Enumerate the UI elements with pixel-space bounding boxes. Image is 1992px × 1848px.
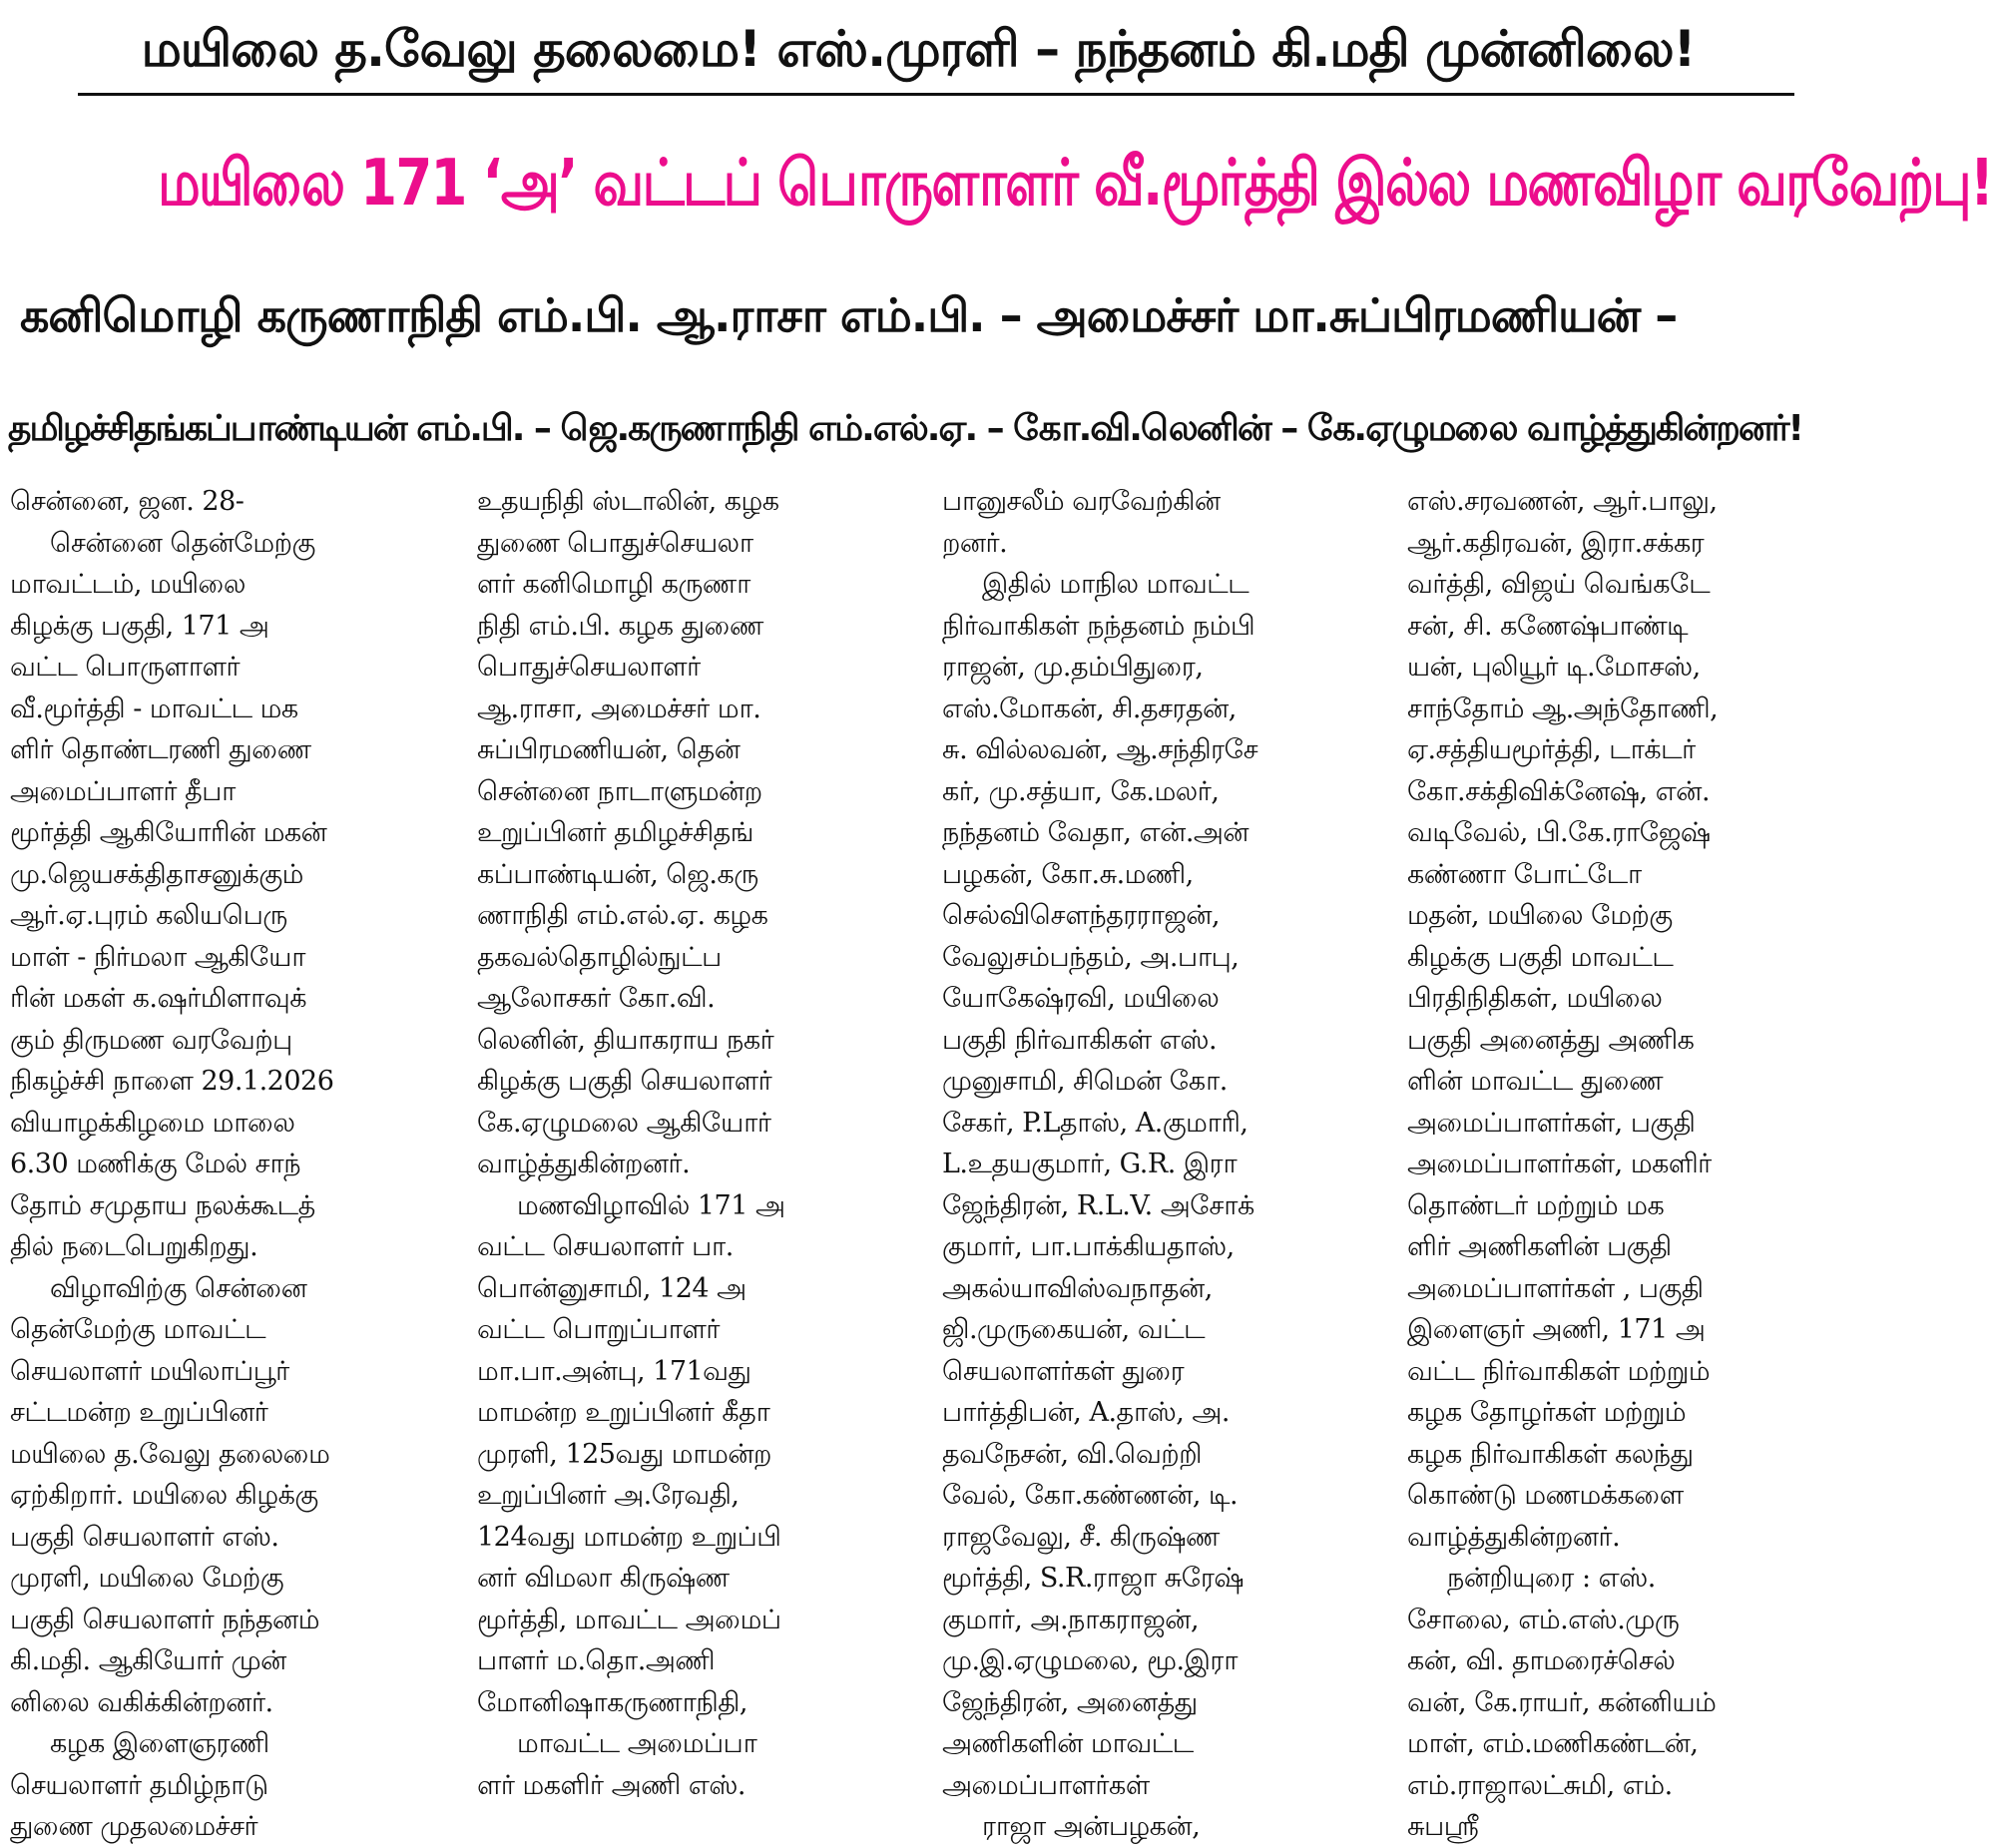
article-line: ஏற்கிறார். மயிலை கிழக்கு — [10, 1480, 318, 1511]
article-line: மணவிழாவில் 171 அ — [517, 1189, 785, 1221]
article-line: வட்ட செயலாளர் பா. — [477, 1231, 734, 1262]
article-line: விழாவிற்கு சென்னை — [50, 1272, 307, 1304]
article-line: வட்ட பொருளாளர் — [10, 652, 241, 683]
article-line: வர்த்தி, விஜய் வெங்கடே — [1407, 569, 1711, 600]
article-line: மு.இ.ஏழுமலை, மூ.இரா — [942, 1645, 1238, 1676]
article-line: உறுப்பினர் தமிழச்சிதங் — [477, 817, 753, 848]
article-line: ளர் மகளிர் அணி எஸ். — [477, 1769, 746, 1801]
article-line: சோலை, எம்.எஸ்.முரு — [1407, 1604, 1680, 1635]
article-line: வடிவேல், பி.கே.ராஜேஷ் — [1407, 817, 1711, 848]
article-line: பொன்னுசாமி, 124 அ — [477, 1272, 747, 1304]
article-line: தகவல்தொழில்நுட்ப — [477, 941, 722, 973]
article-line: மாவட்ட அமைப்பா — [517, 1728, 757, 1759]
article-line: பானுசலீம் வரவேற்கின் — [942, 486, 1221, 517]
article-line: கி.மதி. ஆகியோர் முன் — [10, 1645, 286, 1676]
article-line: தோம் சமுதாய நலக்கூடத் — [10, 1189, 315, 1221]
article-line: நிகழ்ச்சி நாளை 29.1.2026 — [10, 1066, 334, 1097]
article-line: பகுதி செயலாளர் நந்தனம் — [10, 1604, 319, 1635]
article-line: வட்ட பொறுப்பாளர் — [477, 1314, 720, 1345]
article-line: பார்த்திபன், A.தாஸ், அ. — [942, 1397, 1230, 1428]
article-line: சென்னை தென்மேற்கு — [50, 527, 315, 559]
article-line: உறுப்பினர் அ.ரேவதி, — [477, 1480, 740, 1511]
top-headline: மயிலை த.வேலு தலைமை! எஸ்.முரளி – நந்தனம் கி.மதி முன்னிலை! — [141, 20, 1696, 78]
article-line: 6.30 மணிக்கு மேல் சாந் — [10, 1149, 301, 1179]
article-line: எஸ்.மோகன், சி.தசரதன், — [942, 693, 1237, 724]
article-line: பிரதிநிதிகள், மயிலை — [1407, 983, 1663, 1014]
article-line: ளின் மாவட்ட துணை — [1407, 1066, 1664, 1097]
article-line: செயலாளர் தமிழ்நாடு — [10, 1769, 268, 1801]
article-line: கழக நிர்வாகிகள் கலந்து — [1407, 1438, 1694, 1470]
article-line: ஆ.ராசா, அமைச்சர் மா. — [477, 693, 761, 724]
article-line: மூர்த்தி, மாவட்ட அமைப் — [477, 1604, 781, 1635]
article-line: துணை முதலமைச்சர் — [10, 1811, 258, 1842]
article-line: பகுதி நிர்வாகிகள் எஸ். — [942, 1024, 1218, 1056]
article-line: மு.ஜெயசக்திதாசனுக்கும் — [10, 858, 303, 890]
article-line: பொதுச்செயலாளர் — [477, 652, 701, 683]
article-line: கோ.சக்திவிக்னேஷ், என். — [1407, 775, 1711, 807]
article-line: L.உதயகுமார், G.R. இரா — [942, 1149, 1238, 1179]
article-line: ஆர்.கதிரவன், இரா.சக்கர — [1407, 527, 1705, 559]
article-line: கன், வி. தாமரைச்செல் — [1407, 1645, 1676, 1676]
article-line: நந்தனம் வேதா, என்.அன் — [942, 817, 1249, 848]
article-line: நன்றியுரை : எஸ். — [1447, 1563, 1656, 1594]
article-line: குமார், பா.பாக்கியதாஸ், — [942, 1231, 1235, 1262]
article-line: ரின் மகள் க.ஷர்மிளாவுக் — [10, 983, 306, 1014]
article-line: ராஜவேலு, சீ. கிருஷ்ண — [942, 1521, 1220, 1553]
subheadline-1: கனிமொழி கருணாநிதி எம்.பி. ஆ.ராசா எம்.பி. – அமைச்சர் மா.சுப்பிரமணியன் – — [20, 288, 1678, 342]
article-line: கிழக்கு பகுதி செயலாளர் — [477, 1066, 772, 1097]
subheadline-2: தமிழச்சிதங்கப்பாண்டியன் எம்.பி. – ஜெ.கருணாநிதி எம்.எல்.ஏ. – கோ.வி.லெனின் – கே.ஏழுமலை வாழ்த்துகின்றனர்! — [8, 408, 1802, 449]
article-line: சாந்தோம் ஆ.அந்தோணி, — [1407, 693, 1719, 724]
article-line: வட்ட நிர்வாகிகள் மற்றும் — [1407, 1355, 1711, 1387]
article-line: ஆலோசகர் கோ.வி. — [477, 983, 716, 1014]
article-line: அமைப்பாளர்கள், பகுதி — [1407, 1107, 1696, 1139]
article-line: னர் விமலா கிருஷ்ண — [477, 1563, 730, 1594]
article-line: எம்.ராஜாலட்சுமி, எம். — [1407, 1769, 1673, 1801]
article-line: மாமன்ற உறுப்பினர் கீதா — [477, 1397, 770, 1428]
article-line: செயலாளர்கள் துரை — [942, 1355, 1185, 1387]
headline-divider — [78, 93, 1794, 96]
article-line: மாள், எம்.மணிகண்டன், — [1407, 1728, 1699, 1759]
article-line: இதில் மாநில மாவட்ட — [982, 569, 1249, 600]
article-line: வாழ்த்துகின்றனர். — [1407, 1521, 1621, 1553]
article-line: யன், புலியூர் டி.மோசஸ், — [1407, 652, 1701, 683]
article-line: வாழ்த்துகின்றனர். — [477, 1149, 691, 1179]
article-line: ஆர்.ஏ.புரம் கலியபெரு — [10, 900, 287, 931]
article-line: கழக இளைஞரணி — [50, 1728, 269, 1759]
article-line: வியாழக்கிழமை மாலை — [10, 1107, 295, 1139]
article-line: ஜி.முருகையன், வட்ட — [942, 1314, 1206, 1345]
article-line: கும் திருமண வரவேற்பு — [10, 1024, 292, 1056]
article-line: வீ.மூர்த்தி - மாவட்ட மக — [10, 693, 298, 724]
article-column-1 — [10, 481, 434, 1842]
article-line: தவநேசன், வி.வெற்றி — [942, 1438, 1202, 1470]
article-line: யோகேஷ்ரவி, மயிலை — [942, 983, 1220, 1014]
article-line: ளிர் தொண்டரணி துணை — [10, 734, 311, 765]
article-line: செயலாளர் மயிலாப்பூர் — [10, 1355, 289, 1387]
article-line: கிழக்கு பகுதி, 171 அ — [10, 610, 269, 642]
article-line: சென்னை, ஜன. 28- — [10, 486, 245, 517]
article-line: மோனிஷாகருணாநிதி, — [477, 1686, 747, 1718]
article-line: முனுசாமி, சிமென் கோ. — [942, 1066, 1228, 1097]
article-line: மூர்த்தி ஆகியோரின் மகன் — [10, 817, 327, 848]
article-line: கப்பாண்டியன், ஜெ.கரு — [477, 858, 758, 890]
article-line: தென்மேற்கு மாவட்ட — [10, 1314, 266, 1345]
article-line: மதன், மயிலை மேற்கு — [1407, 900, 1673, 931]
article-line: எஸ்.சரவணன், ஆர்.பாலு, — [1407, 486, 1718, 517]
article-line: பழகன், கோ.சு.மணி, — [942, 858, 1194, 890]
article-line: ஜேந்திரன், R.L.V. அசோக் — [942, 1189, 1254, 1221]
article-line: சு. வில்லவன், ஆ.சந்திரசே — [942, 734, 1258, 765]
article-column-2 — [477, 481, 901, 1814]
article-line: அமைப்பாளர்கள், மகளிர் — [1407, 1149, 1712, 1179]
article-line: இளைஞர் அணி, 171 அ — [1407, 1314, 1706, 1345]
article-line: ணாநிதி எம்.எல்.ஏ. கழக — [477, 900, 768, 931]
article-line: வேல், கோ.கண்ணன், டி. — [942, 1480, 1239, 1511]
article-line: நிர்வாகிகள் நந்தனம் நம்பி — [942, 610, 1255, 642]
article-line: சுப்பிரமணியன், தென் — [477, 734, 741, 765]
article-line: கே.ஏழுமலை ஆகியோர் — [477, 1107, 771, 1139]
article-line: அமைப்பாளர் தீபா — [10, 775, 236, 807]
article-line: செல்விசௌந்தரராஜன், — [942, 900, 1221, 931]
article-line: தில் நடைபெறுகிறது. — [10, 1231, 258, 1262]
article-line: ளிர் அணிகளின் பகுதி — [1407, 1231, 1672, 1262]
article-line: மூர்த்தி, S.R.ராஜா சுரேஷ் — [942, 1563, 1245, 1594]
article-line: பகுதி செயலாளர் எஸ். — [10, 1521, 279, 1553]
article-line: ளர் கனிமொழி கருணா — [477, 569, 750, 600]
article-line: னிலை வகிக்கின்றனர். — [10, 1686, 273, 1718]
article-line: கர், மு.சத்யா, கே.மலர், — [942, 775, 1220, 807]
article-line: வன், கே.ராயர், கன்னியம் — [1407, 1686, 1717, 1718]
article-line: கழக தோழர்கள் மற்றும் — [1407, 1397, 1687, 1428]
article-line: மாள் - நிர்மலா ஆகியோ — [10, 941, 305, 973]
article-line: ராஜன், மு.தம்பிதுரை, — [942, 652, 1204, 683]
main-headline: மயிலை 171 ‘அ’ வட்டப் பொருளாளர் வீ.மூர்த்தி இல்ல மணவிழா வரவேற்பு! — [158, 147, 1992, 221]
article-line: மயிலை த.வேலு தலைமை — [10, 1438, 330, 1470]
article-line: முரளி, மயிலை மேற்கு — [10, 1563, 284, 1594]
article-line: 124வது மாமன்ற உறுப்பி — [477, 1521, 781, 1553]
article-line: அமைப்பாளர்கள் , பகுதி — [1407, 1272, 1704, 1304]
article-line: றனர். — [942, 527, 1008, 559]
article-line: முரளி, 125வது மாமன்ற — [477, 1438, 771, 1470]
article-line: மா.பா.அன்பு, 171வது — [477, 1355, 751, 1387]
article-line: அமைப்பாளர்கள் — [942, 1769, 1150, 1801]
article-line: சட்டமன்ற உறுப்பினர் — [10, 1397, 268, 1428]
article-line: மாவட்டம், மயிலை — [10, 569, 246, 600]
article-line: தொண்டர் மற்றும் மக — [1407, 1189, 1665, 1221]
article-line: பாளர் ம.தொ.அணி — [477, 1645, 716, 1676]
article-line: கண்ணா போட்டோ — [1407, 858, 1642, 890]
article-line: ஏ.சத்தியமூர்த்தி, டாக்டர் — [1407, 734, 1696, 765]
article-line: சுபஸ்ரீ — [1407, 1811, 1479, 1842]
article-line: கொண்டு மணமக்களை — [1407, 1480, 1684, 1511]
article-column-4 — [1407, 481, 1831, 1842]
article-line: சன், சி. கணேஷ்பாண்டி — [1407, 610, 1689, 642]
article-line: சேகர், P.Lதாஸ், A.குமாரி, — [942, 1107, 1248, 1139]
article-line: குமார், அ.நாகராஜன், — [942, 1604, 1200, 1635]
article-line: ஜேந்திரன், அனைத்து — [942, 1686, 1198, 1718]
article-line: பகுதி அனைத்து அணிக — [1407, 1024, 1695, 1056]
article-line: ராஜா அன்பழகன், — [982, 1811, 1201, 1842]
article-line: வேலுசம்பந்தம், அ.பாபு, — [942, 941, 1240, 973]
article-column-3 — [942, 481, 1366, 1842]
article-line: உதயநிதி ஸ்டாலின், கழக — [477, 486, 779, 517]
article-line: சென்னை நாடாளுமன்ற — [477, 775, 762, 807]
article-line: அணிகளின் மாவட்ட — [942, 1728, 1194, 1759]
article-line: கிழக்கு பகுதி மாவட்ட — [1407, 941, 1674, 973]
article-line: துணை பொதுச்செயலா — [477, 527, 753, 559]
article-line: அகல்யாவிஸ்வநாதன், — [942, 1272, 1213, 1304]
article-line: நிதி எம்.பி. கழக துணை — [477, 610, 763, 642]
article-line: லெனின், தியாகராய நகர் — [477, 1024, 774, 1056]
